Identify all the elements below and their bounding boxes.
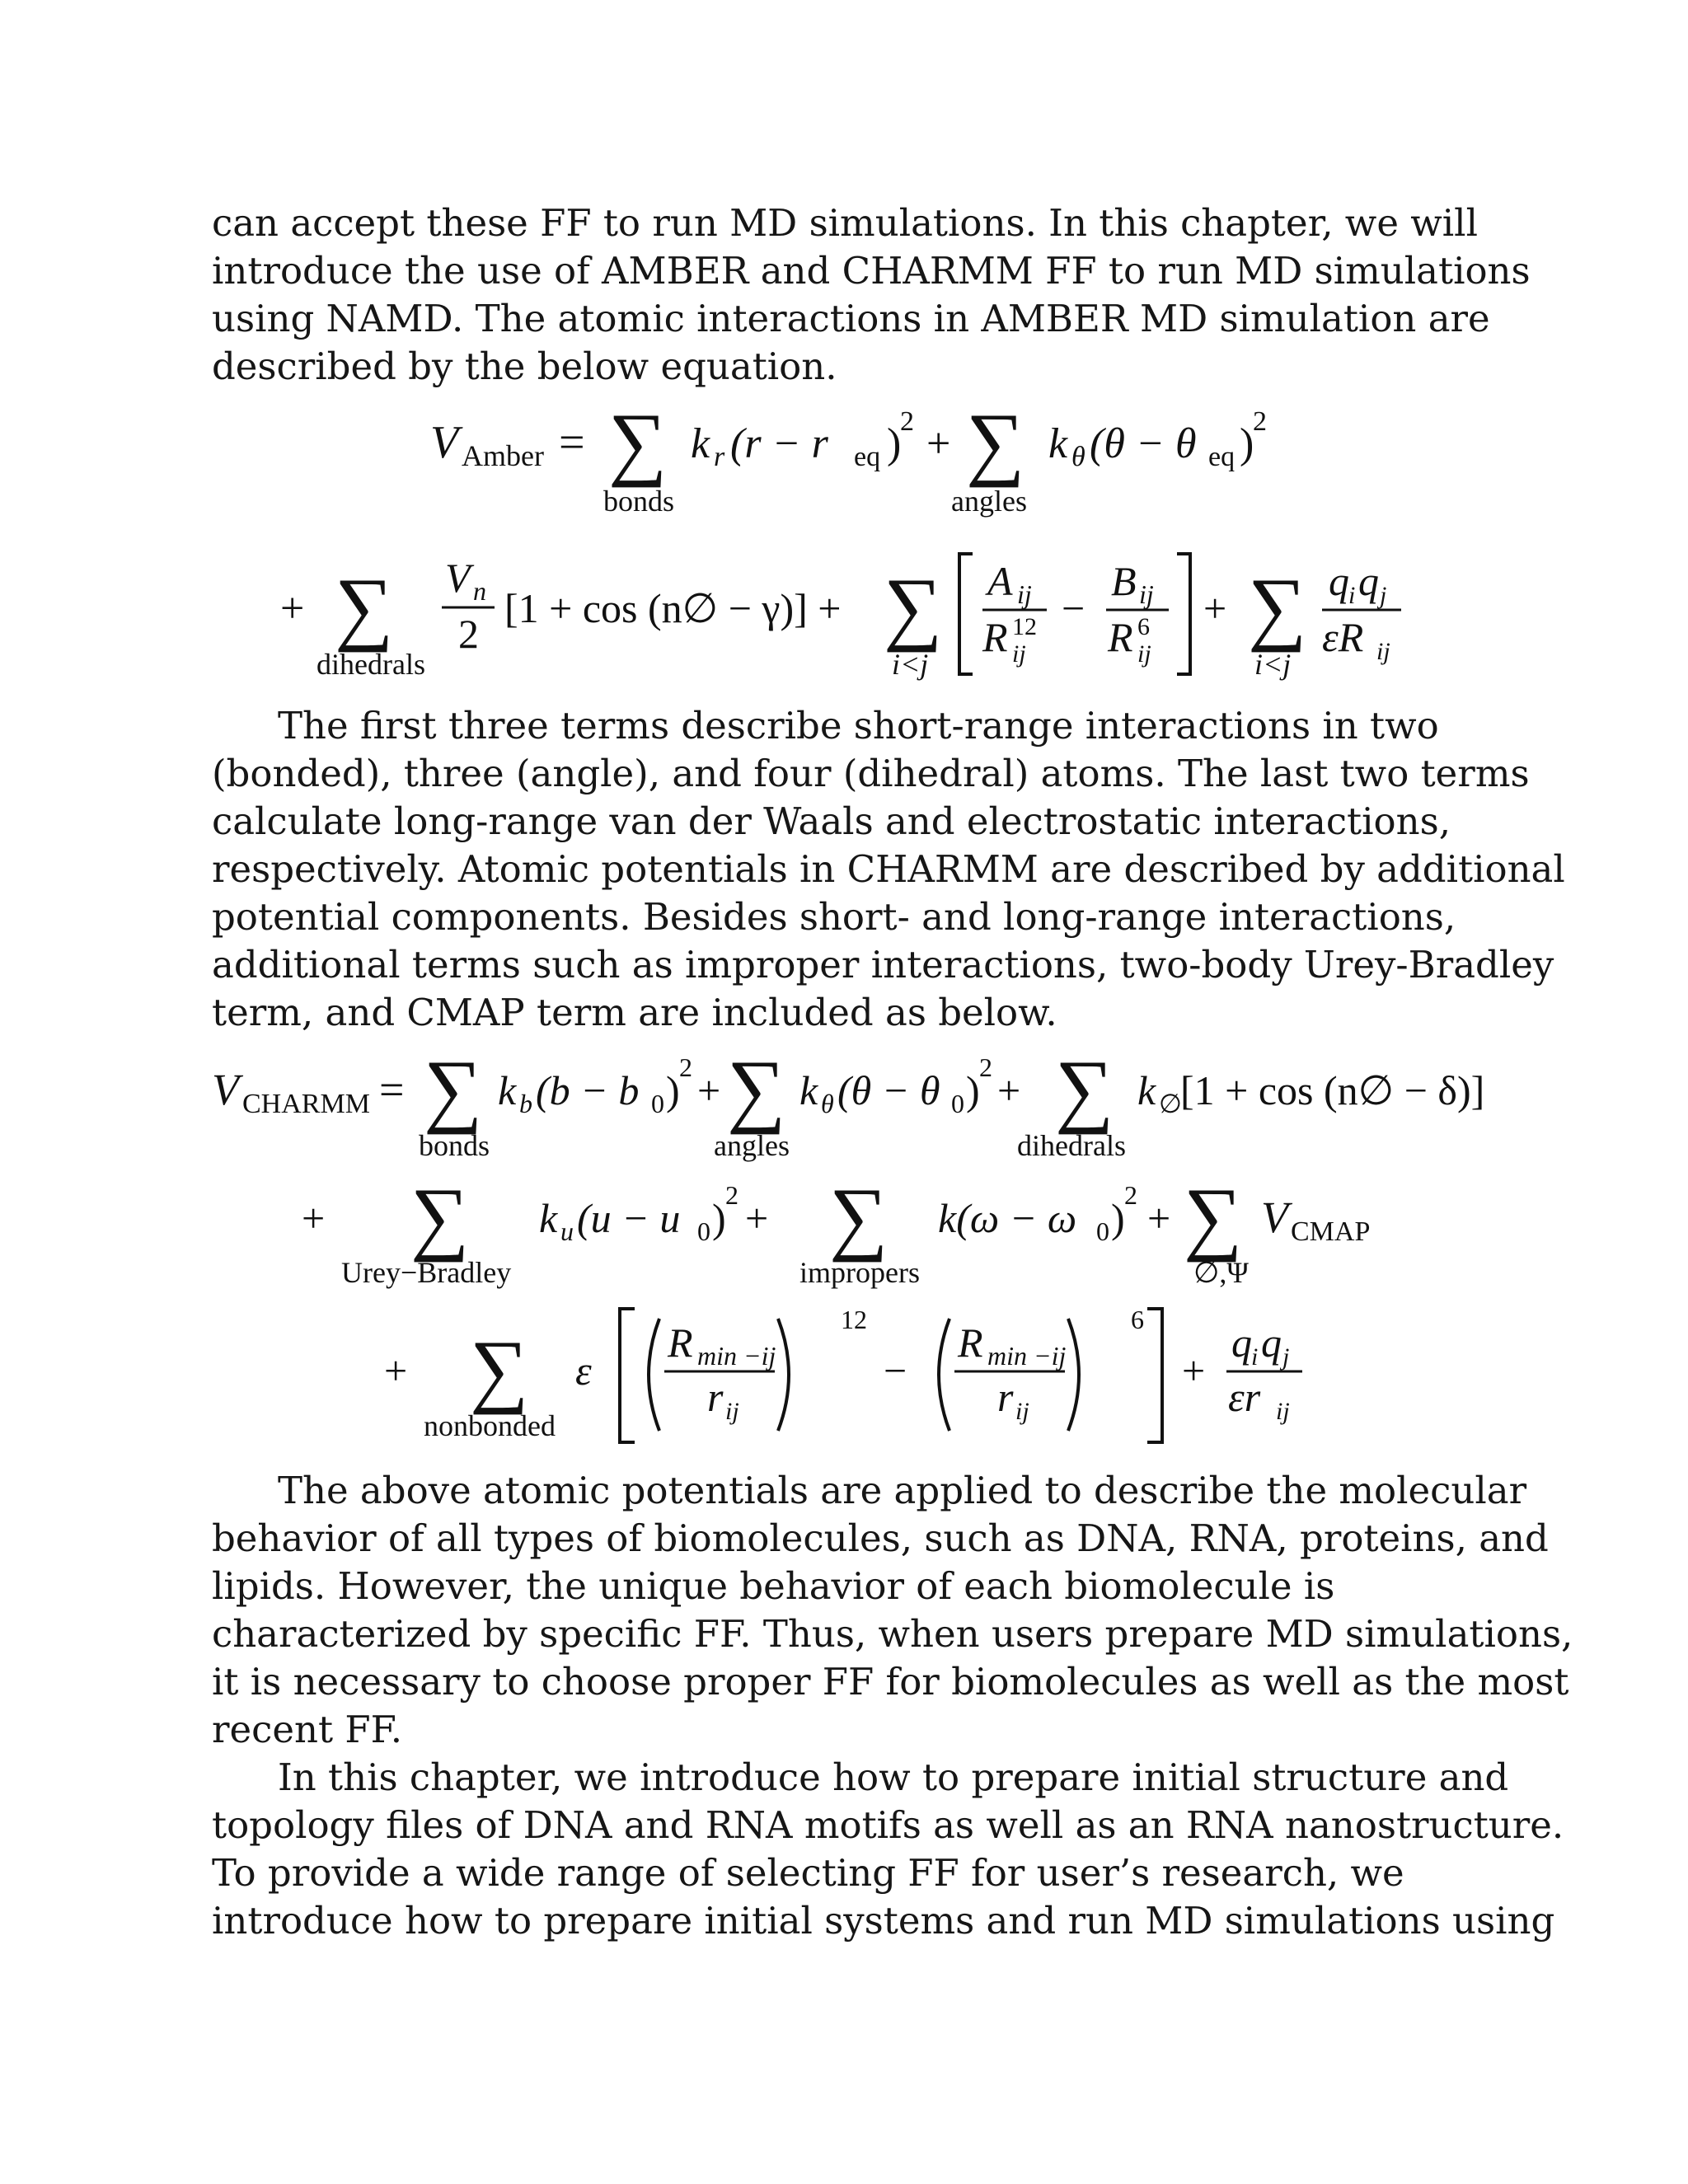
sum-limit-angles: angles: [714, 1129, 790, 1162]
plus-sign: +: [302, 1195, 326, 1241]
k-subscript: θ: [1071, 442, 1085, 472]
exponent-2: 2: [725, 1180, 738, 1210]
left-paren: [649, 1319, 659, 1431]
text-line: In this chapter, we introduce how to prepare initial structure and: [278, 1755, 1509, 1799]
vn-symbol: V: [445, 555, 471, 601]
ij-subscript: ij: [1139, 579, 1154, 609]
text-line: it is necessary to choose proper FF for biomolecules as well as the most: [212, 1660, 1569, 1704]
text-line: (bonded), three (angle), and four (dihedral) atoms. The last two terms: [212, 752, 1530, 795]
r-symbol: r: [707, 1374, 724, 1420]
k-symbol: k: [498, 1067, 517, 1113]
plus-sign: +: [697, 1067, 721, 1113]
sum-symbol: ∑: [424, 1043, 483, 1135]
text-line: additional terms such as improper interactions, two-body Urey-Bradley: [212, 943, 1554, 987]
sum-symbol: ∑: [608, 396, 668, 488]
v-symbol: V: [430, 417, 459, 468]
sum-symbol: ∑: [829, 1171, 889, 1263]
plus-sign: +: [384, 1347, 408, 1394]
v-symbol: V: [212, 1065, 239, 1114]
dihedral-term: [1 + cos (n∅ − γ)] +: [504, 585, 842, 631]
k-subscript: u: [560, 1216, 574, 1246]
text-line: potential components. Besides short- and long-range interactions,: [212, 895, 1456, 939]
cmap-subscript: CMAP: [1291, 1216, 1371, 1247]
exponent-2: 2: [900, 406, 914, 437]
exponent-12: 12: [841, 1305, 867, 1334]
exponent-2: 2: [1124, 1180, 1137, 1210]
sum-limit-dihedrals: dihedrals: [316, 648, 425, 681]
close-paren: ): [966, 1067, 980, 1113]
text-line: lipids. However, the unique behavior of each biomolecule is: [212, 1564, 1335, 1608]
close-paren: ): [712, 1195, 726, 1241]
vn-subscript: n: [473, 576, 486, 606]
k-subscript: θ: [821, 1089, 834, 1118]
exponent-12: 12: [1012, 613, 1037, 640]
plus-sign: +: [1147, 1195, 1171, 1241]
sum-symbol: ∑: [884, 561, 943, 653]
text-line: calculate long-range van der Waals and electrostatic interactions,: [212, 799, 1451, 843]
text-line: term, and CMAP term are included as below.: [212, 991, 1057, 1034]
equals-sign: =: [559, 417, 585, 468]
text-line: topology files of DNA and RNA motifs as well as an RNA nanostructure.: [212, 1803, 1564, 1847]
q-subscript-i: i: [1348, 582, 1356, 609]
b-ij: B: [1111, 558, 1137, 604]
sum-symbol: ∑: [1184, 1171, 1243, 1263]
right-paren: [778, 1319, 789, 1431]
r-symbol: R: [982, 614, 1008, 660]
sum-limit-nonbonded: nonbonded: [424, 1409, 556, 1442]
plus-sign: +: [926, 420, 951, 467]
text-line: introduce how to prepare initial systems and run MD simulations using: [212, 1899, 1555, 1943]
eps-r: εR: [1322, 614, 1364, 660]
k-symbol: k: [691, 420, 710, 467]
exponent-2: 2: [979, 1052, 992, 1082]
r-symbol: R: [1108, 614, 1133, 660]
sum-symbol: ∑: [1055, 1043, 1114, 1135]
equals-sign: =: [379, 1065, 405, 1114]
left-paren: [939, 1319, 950, 1431]
sum-limit-angles: angles: [951, 485, 1027, 518]
dihedral-term: [1 + cos (n∅ − δ)]: [1180, 1067, 1485, 1113]
amber-subscript: Amber: [462, 439, 544, 472]
sum-limit-ij: i<j: [892, 648, 929, 681]
sum-symbol: ∑: [410, 1171, 470, 1263]
k-subscript: b: [519, 1089, 532, 1118]
angle-term: (θ − θ: [837, 1067, 940, 1113]
zero-subscript: 0: [651, 1089, 664, 1118]
paragraph-chapter: [212, 1754, 1564, 1945]
close-paren: ): [887, 420, 902, 467]
bond-term: (b − b: [536, 1067, 640, 1113]
ij-subscript: ij: [1015, 1398, 1029, 1425]
r-symbol: r: [997, 1374, 1014, 1420]
sum-symbol: ∑: [335, 561, 394, 653]
sum-limit-bonds: bonds: [419, 1129, 490, 1162]
epsilon-symbol: ε: [575, 1347, 592, 1394]
exponent-6: 6: [1137, 613, 1150, 640]
q-subscript-j: j: [1380, 582, 1387, 609]
sum-limit-dihedrals: dihedrals: [1017, 1129, 1126, 1162]
ij-subscript: ij: [725, 1398, 739, 1425]
exponent-2: 2: [1253, 406, 1267, 437]
eps-r: εr: [1228, 1374, 1261, 1420]
ij-subscript: ij: [1137, 640, 1151, 668]
q-symbol: q: [1329, 558, 1349, 604]
right-bracket: [1147, 1309, 1162, 1442]
k-subscript: ∅: [1159, 1089, 1182, 1118]
eq-subscript: eq: [1208, 442, 1236, 472]
k-symbol: k: [539, 1195, 558, 1241]
sum-limit-phi-psi: ∅,Ψ: [1193, 1256, 1249, 1289]
sum-limit-bonds: bonds: [603, 485, 675, 518]
text-line: The first three terms describe short-range interactions in two: [278, 704, 1439, 748]
text-line: described by the below equation.: [212, 344, 837, 388]
zero-subscript: 0: [951, 1089, 964, 1118]
plus-sign: +: [997, 1067, 1021, 1113]
v-symbol: V: [1261, 1193, 1288, 1242]
ij-subscript: ij: [1276, 1398, 1290, 1425]
text-line: characterized by specific FF. Thus, when users prepare MD simulations,: [212, 1612, 1573, 1656]
sum-limit-urey-bradley: Urey−Bradley: [341, 1256, 512, 1289]
urey-bradley-term: (u − u: [577, 1195, 681, 1241]
q-symbol: q: [1358, 558, 1379, 604]
close-paren: ): [1240, 420, 1254, 467]
sum-symbol: ∑: [966, 396, 1025, 488]
k-subscript: r: [714, 442, 725, 472]
text-line: introduce the use of AMBER and CHARMM FF to run MD simulations: [212, 249, 1531, 293]
text-line: respectively. Atomic potentials in CHARMM are described by additional: [212, 847, 1565, 891]
q-symbol: q: [1231, 1319, 1252, 1366]
improper-term: k(ω − ω: [938, 1195, 1077, 1241]
plus-sign: +: [1182, 1347, 1206, 1394]
paragraph-potentials: [212, 1467, 1573, 1754]
ij-subscript: ij: [1017, 579, 1032, 609]
q-subscript-j: j: [1282, 1343, 1290, 1371]
k-symbol: k: [1137, 1067, 1156, 1113]
exponent-2: 2: [679, 1052, 692, 1082]
q-subscript-i: i: [1251, 1343, 1259, 1371]
sum-symbol: ∑: [1248, 561, 1307, 653]
rmin-subscript: min −ij: [697, 1341, 776, 1371]
text-line: The above atomic potentials are applied to describe the molecular: [278, 1469, 1527, 1512]
sum-limit-ij: i<j: [1254, 648, 1292, 681]
sum-symbol: ∑: [727, 1043, 786, 1135]
left-bracket: [620, 1309, 635, 1442]
ij-subscript: ij: [1376, 638, 1390, 665]
a-ij: A: [987, 558, 1013, 604]
sum-symbol: ∑: [470, 1324, 529, 1415]
text-line: behavior of all types of biomolecules, such as DNA, RNA, proteins, and: [212, 1516, 1549, 1560]
text-line: To provide a wide range of selecting FF for user’s research, we: [212, 1851, 1404, 1895]
eq-subscript: eq: [854, 442, 881, 472]
rmin-subscript: min −ij: [987, 1341, 1067, 1371]
ij-subscript: ij: [1012, 640, 1026, 668]
rmin-symbol: R: [668, 1319, 693, 1366]
q-symbol: q: [1261, 1319, 1282, 1366]
plus-sign: +: [1203, 585, 1227, 631]
plus-sign: +: [280, 585, 305, 632]
minus-sign: −: [1062, 585, 1085, 631]
k-symbol: k: [799, 1067, 818, 1113]
right-paren: [1068, 1319, 1079, 1431]
denominator-2: 2: [458, 611, 479, 657]
k-symbol: k: [1048, 420, 1068, 467]
text-line: using NAMD. The atomic interactions in AMBER MD simulation are: [212, 297, 1490, 340]
angle-term: (θ − θ: [1090, 420, 1197, 467]
zero-subscript: 0: [697, 1216, 710, 1246]
sum-limit-impropers: impropers: [799, 1256, 920, 1289]
rmin-symbol: R: [958, 1319, 983, 1366]
exponent-6: 6: [1131, 1305, 1144, 1334]
text-line: can accept these FF to run MD simulations. In this chapter, we will: [212, 201, 1478, 245]
zero-subscript: 0: [1096, 1216, 1109, 1246]
close-paren: ): [666, 1067, 680, 1113]
plus-sign: +: [745, 1195, 769, 1241]
text-line: recent FF.: [212, 1708, 403, 1751]
close-paren: ): [1111, 1195, 1125, 1241]
bond-term: (r − r: [730, 420, 828, 467]
charmm-subscript: CHARMM: [242, 1089, 370, 1119]
minus-sign: −: [884, 1347, 907, 1394]
